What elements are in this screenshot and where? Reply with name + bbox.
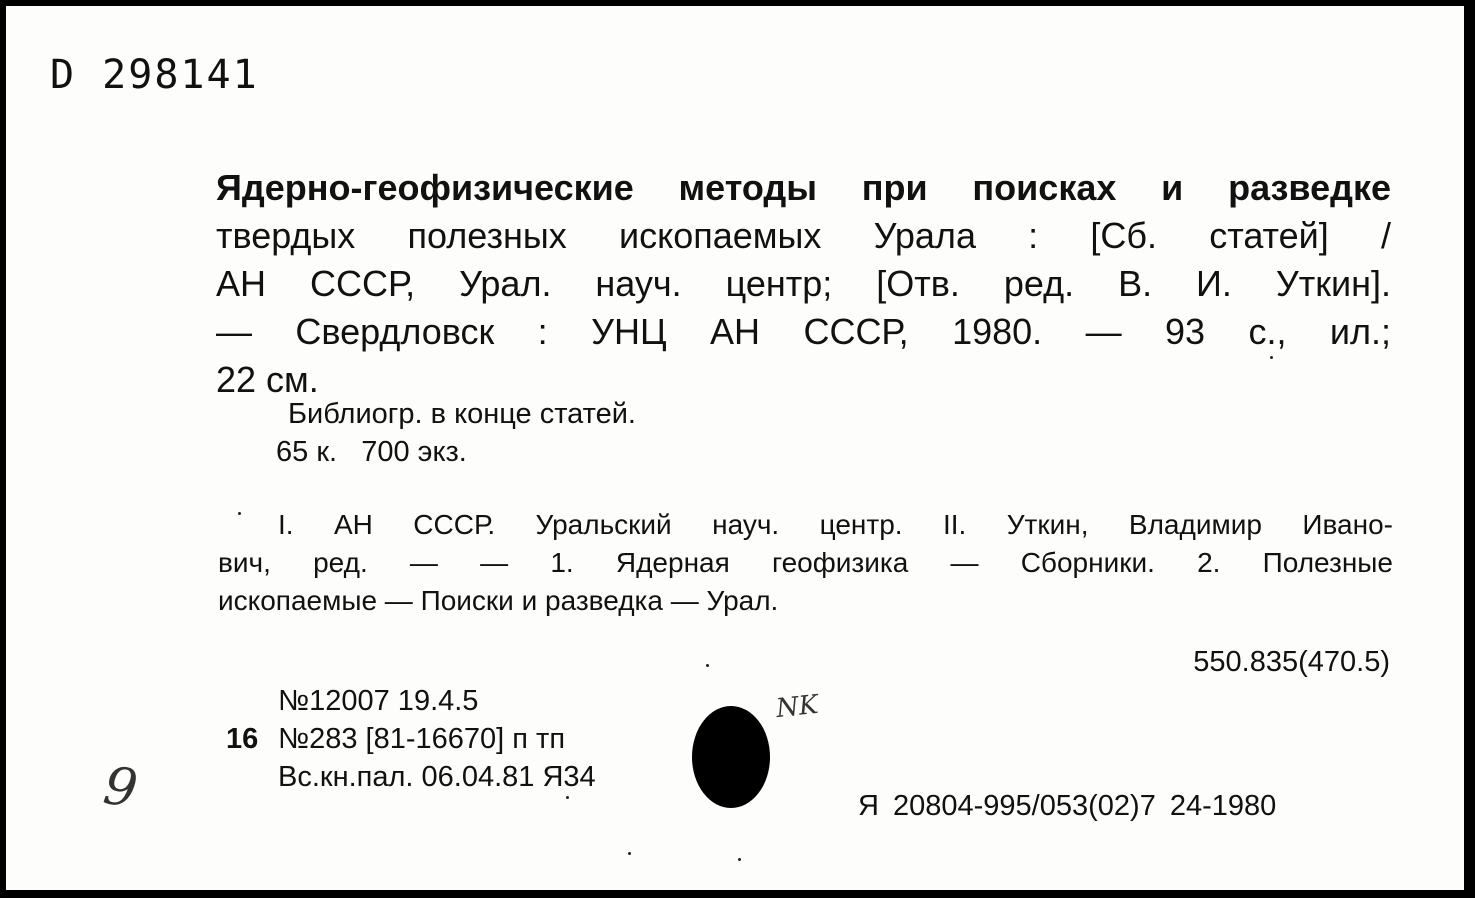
bibliographic-description bbox=[216, 164, 1391, 404]
speck bbox=[566, 796, 569, 799]
handwritten-digit: 9 bbox=[99, 755, 142, 821]
tech-prefix-16: 16 bbox=[226, 723, 259, 755]
speck bbox=[1270, 356, 1273, 359]
speck bbox=[706, 664, 709, 667]
title-line-5: 22 см. bbox=[216, 359, 319, 400]
punch-hole bbox=[692, 706, 770, 808]
tech-line-1: №12007 19.4.5 bbox=[278, 685, 479, 717]
publisher-code: Я 20804-995/053(02)7 24-1980 bbox=[858, 790, 1277, 822]
price-run-note: 65 к. 700 экз. bbox=[276, 436, 467, 468]
title-line-1: Ядерно-геофизические методы при поисках и разведке bbox=[216, 167, 1391, 208]
title-line-4: — Свердловск : УНЦ АН СССР, 1980. — 93 с., ил.; bbox=[216, 311, 1391, 352]
tech-line-2-text: №283 [81-16670] п тп bbox=[278, 723, 566, 755]
title-line-3: АН СССР, Урал. науч. центр; [Отв. ред. В. И. Уткин]. bbox=[216, 263, 1391, 304]
tech-line-2 bbox=[226, 720, 596, 758]
technical-data bbox=[226, 682, 596, 796]
subject-line-1: I. АН СССР. Уральский науч. центр. II. Уткин, Владимир Ивано- bbox=[278, 509, 1393, 540]
speck bbox=[738, 858, 741, 861]
speck bbox=[628, 852, 631, 855]
title-line-2-text: твердых полезных ископаемых Урала : [Сб. статей] / bbox=[216, 215, 1391, 256]
subject-headings bbox=[218, 506, 1393, 620]
subject-line-2: вич, ред. — — 1. Ядерная геофизика — Сборники. 2. Полезные bbox=[218, 547, 1393, 578]
subject-line-3: ископаемые — Поиски и разведка — Урал. bbox=[218, 585, 779, 616]
speck bbox=[238, 512, 241, 515]
udc-index: 550.835(470.5) bbox=[1193, 646, 1390, 678]
catalog-card bbox=[6, 6, 1464, 890]
title-line-2 bbox=[216, 212, 1391, 260]
tech-line-3: Вс.кн.пал. 06.04.81 Я34 bbox=[278, 761, 596, 793]
handwritten-initials: NK bbox=[774, 689, 820, 725]
inventory-number: D 298141 bbox=[50, 52, 259, 98]
bibliography-note: Библиогр. в конце статей. bbox=[288, 398, 636, 430]
